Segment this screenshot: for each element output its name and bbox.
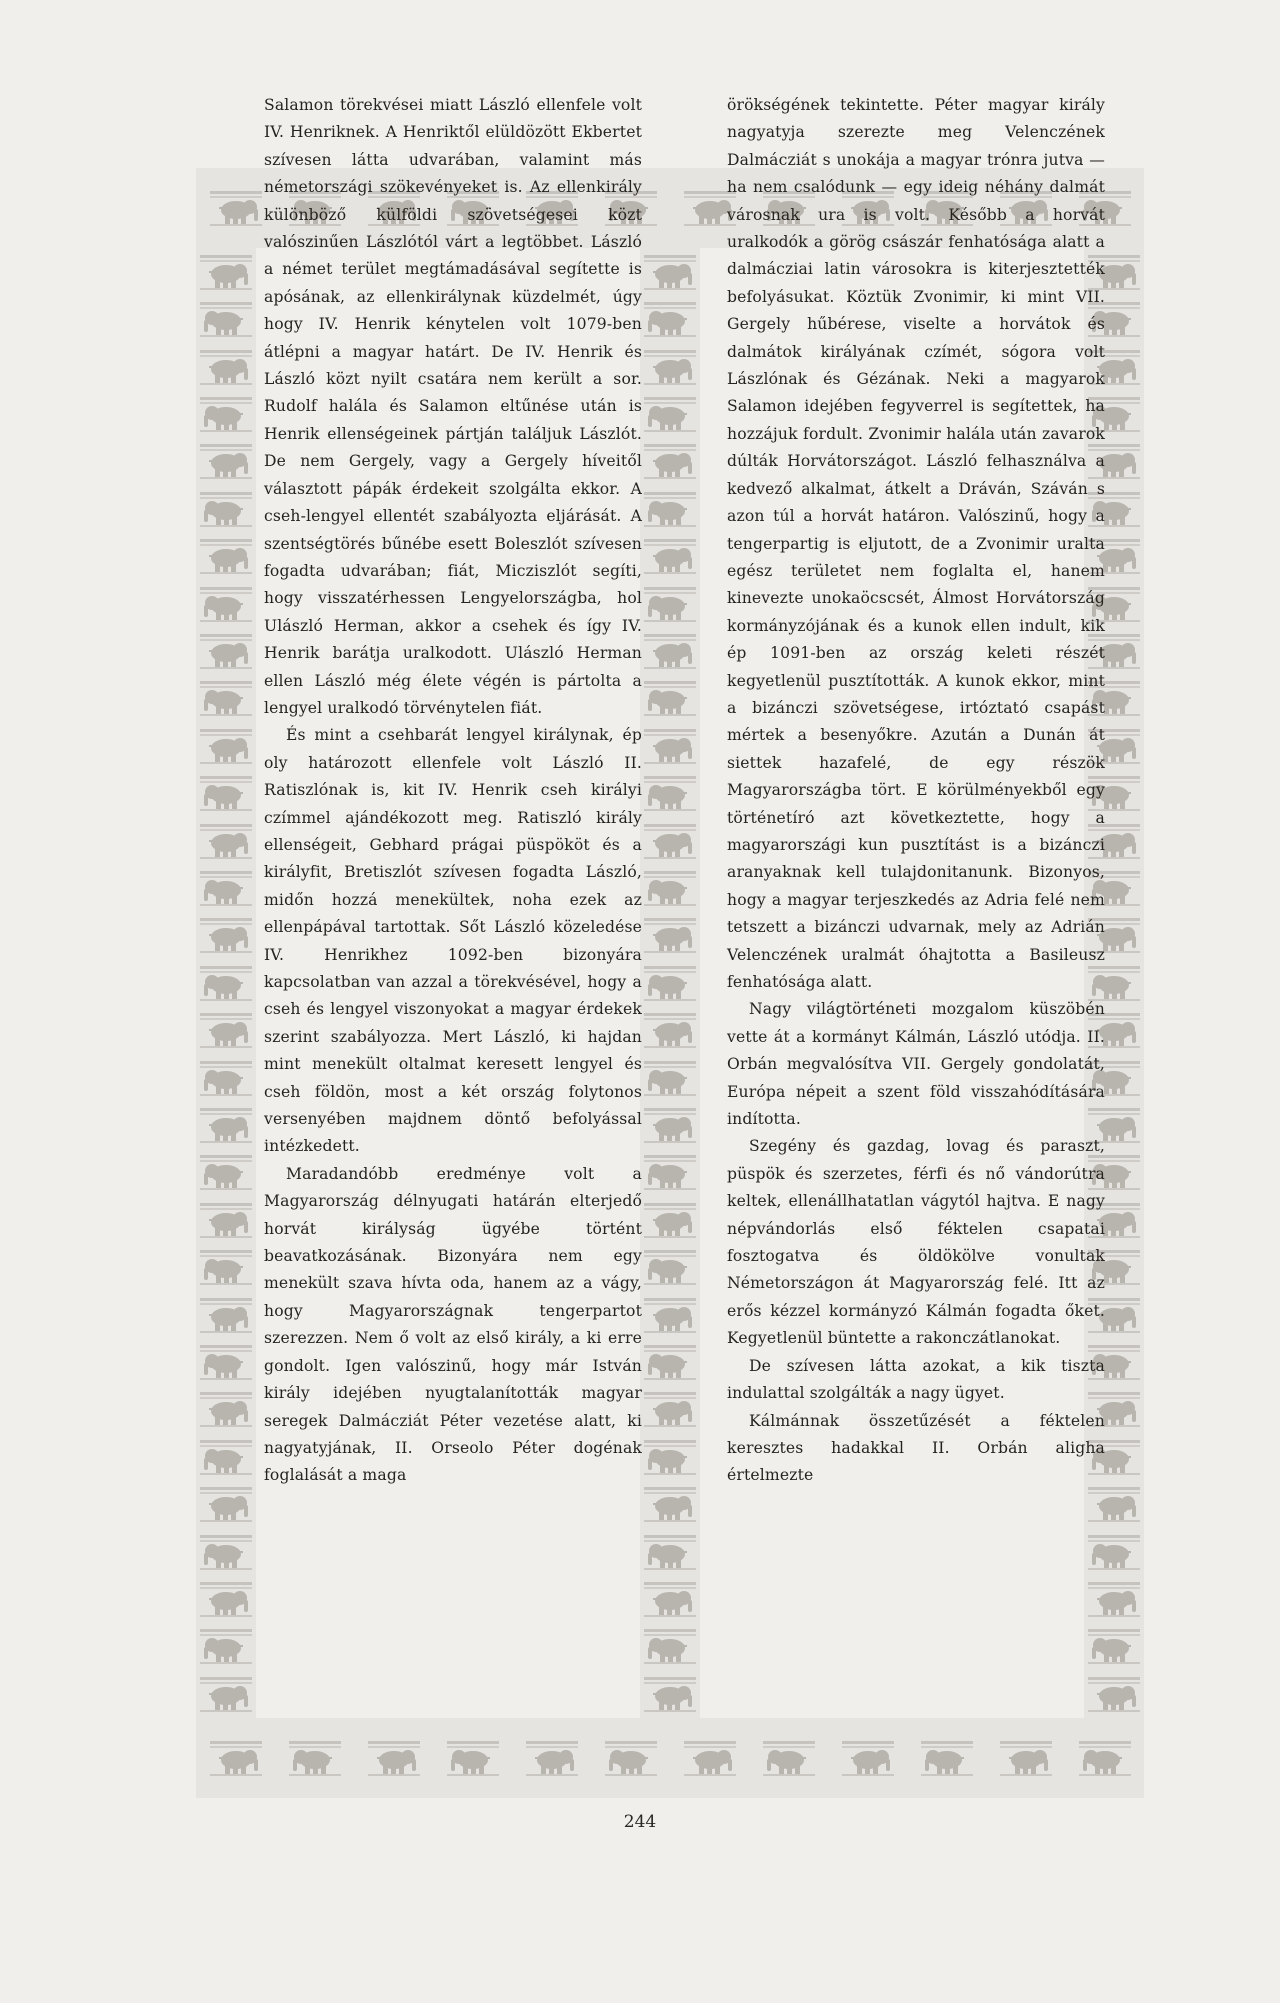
elephant-ornament-icon: [198, 442, 254, 480]
paragraph: Kálmánnak összetűzését a féktelen keresztes hadakkal II. Orbán aligha értelmezte: [727, 1411, 1105, 1485]
paragraph: örökségének tekintette. Péter magyar király nagyatyja szerezte meg Velenczének Dalmácziát s unokája a magyar trónra jutva — ha nem csalódunk — egy ideig néhány dalmát városnak ura is volt. Később a horvát uralkodók a görög császár fenhatósága alatt a dalmácziai latin városokra is kiterjesztették befolyásukat. Köztük Zvonimir, ki mint VII. Gergely hűbérese, viselte a horvátok és dalmátok királyának czímét, sógora volt Lászlónak és Gézának. Neki a magyarok Salamon idejében fegyverrel is segítettek, ha hozzájuk fordult. Zvonimir halála után zavarok dúlták Horvátországot. László felhasználva a kedvező alkalmat, átkelt a Dráván, Száván s azon túl a horvát határon. Valószinű, hogy a tengerpartig is eljutott, de a Zvonimir uralta egész területet nem foglalta el, hanem kinevezte unokaöcscsét, Álmost Horvátország kormányzójának és a kunok ellen indult, kik ép 1091-ben az ország keleti részét kegyetlenül pusztították. A kunok ekkor, mint a bizánczi szövetségese, irtóztató csapást mértek a besenyőkre. Azután a Dunán át siettek hazafelé, de egy részök Magyarországba tört. E körülményekből egy történetíró azt következtette, hogy a magyarországi kun pusztítást is a bizánczi aranyaknak kell tulajdonitanunk. Bizonyos, hogy a magyar terjeszkedés az Adria felé nem tetszett a bizánczi udvarnak, mely az Adrián Velenczének uralmát óhajtotta a Basileusz fenhatósága alatt.: [727, 96, 1105, 991]
paragraph: És mint a csehbarát lengyel királynak, ép oly határozott ellenfele volt László II. Ratiszlónak is, kit IV. Henrik cseh királyi czímmel ajándékozott meg. Ratiszló király ellenségeit, Gebhard prágai püspököt és a királyfit, Bretiszlót szívesen fogadta László, midőn hozzá menekültek, noha ezek az ellenpápával tartottak. Sőt László közeledése IV. Henrikhez 1092-ben bizonyára kapcsolatban van azzal a törekvésével, hogy a cseh és lengyel viszonyokat a magyar érdekek szerint szabályozza. Mert László, ki hajdan mint menekült oltalmat keresett lengyel és cseh földön, most a két ország folytonos versenyében majdnem döntő befolyással intézkedett.: [264, 726, 642, 1156]
paragraph: Szegény és gazdag, lovag és paraszt, püspök és szerzetes, férfi és nő vándorútra keltek, ellenállhatatlan vágytól hajtva. E nagy népvándorlás első féktelen csapatai fosztogatva és öldökölve vonultak Németországon át Magyarország felé. Itt az erős kézzel kormányzó Kálmán fogadta őket. Kegyetlenül büntette a rakonczátlanokat.: [727, 1137, 1105, 1348]
paragraph: Maradandóbb eredménye volt a Magyarország délnyugati határán elterjedő horvát királyság ügyébe történt beavatkozásának. Bizonyára nem egy menekült szava hívta oda, hanem az a vágy, hogy Magyarországnak tengerpartot szerezzen. Nem ő volt az első király, a ki erre gondolt. Igen valószinű, hogy már István király idejében nyugtalanították magyar seregek Dalmácziát Péter vezetése alatt, ki nagyatyjának, II. Orseolo Péter dogénak foglalását a maga: [264, 1164, 642, 1485]
elephant-ornament-icon: [198, 916, 254, 954]
elephant-ornament-icon: [198, 1390, 254, 1428]
elephant-ornament-icon: [1086, 1627, 1142, 1665]
elephant-ornament-icon: [198, 1675, 254, 1713]
elephant-ornament-icon: [642, 1627, 698, 1665]
elephant-ornament-icon: [198, 348, 254, 386]
elephant-ornament-icon: [198, 1106, 254, 1144]
text-column-right: [727, 92, 1105, 1490]
elephant-ornament-icon: [642, 395, 698, 433]
elephant-ornament-icon: [198, 1343, 254, 1381]
elephant-ornament-icon: [682, 1739, 738, 1777]
elephant-ornament-icon: [642, 1438, 698, 1476]
text-column-left: [264, 92, 642, 1490]
elephant-ornament-icon: [642, 727, 698, 765]
elephant-ornament-icon: [198, 395, 254, 433]
elephant-ornament-icon: [642, 1580, 698, 1618]
elephant-ornament-icon: [642, 1343, 698, 1381]
elephant-ornament-icon: [761, 1739, 817, 1777]
paragraph: Salamon törekvései miatt László ellenfele volt IV. Henriknek. A Henriktől elüldözött Ekbertet szívesen látta udvarában, valamint más németországi szökevényeket is. Az ellenkirály különböző külföldi szövetségesei közt valószinűen Lászlótól várt a legtöbbet. László a német terület megtámadásával segítette is apósának, az ellenkirálynak küzdelmét, úgy hogy IV. Henrik kénytelen volt 1079-ben átlépni a magyar határt. De IV. Henrik és László közt nyilt csatára nem került a sor. Rudolf halála és Salamon eltűnése után is Henrik ellenségeinek pártján találjuk Lászlót. De nem Gergely, vagy a Gergely híveitől választott pápák érdekeit szolgálta ekkor. A cseh-lengyel ellentét szabályozta eljárását. A szentségtörés bűnébe esett Boleszlót szívesen fogadta udvarában; fiát, Micziszlót segíti, hogy visszatérhessen Lengyelországba, hol Ulászló Herman, akkor a csehek és így IV. Henrik barátja uralkodott. Ulászló Herman ellen László még élete végén is pártolta a lengyel uralkodó törvénytelen fiát.: [264, 96, 642, 717]
elephant-ornament-icon: [642, 1201, 698, 1239]
elephant-ornament-icon: [1086, 1675, 1142, 1713]
elephant-ornament-icon: [642, 1533, 698, 1571]
elephant-ornament-icon: [198, 1201, 254, 1239]
elephant-ornament-icon: [198, 727, 254, 765]
elephant-ornament-icon: [642, 1390, 698, 1428]
elephant-ornament-icon: [642, 1296, 698, 1334]
elephant-ornament-icon: [603, 1739, 659, 1777]
elephant-ornament-icon: [198, 1533, 254, 1571]
elephant-ornament-icon: [198, 1438, 254, 1476]
elephant-ornament-icon: [642, 679, 698, 717]
elephant-ornament-icon: [287, 1739, 343, 1777]
elephant-ornament-icon: [366, 1739, 422, 1777]
elephant-ornament-icon: [198, 1627, 254, 1665]
elephant-ornament-icon: [642, 537, 698, 575]
elephant-ornament-icon: [198, 1296, 254, 1334]
elephant-ornament-icon: [208, 189, 264, 227]
elephant-ornament-icon: [198, 822, 254, 860]
elephant-ornament-icon: [642, 585, 698, 623]
elephant-ornament-icon: [642, 916, 698, 954]
elephant-ornament-icon: [642, 822, 698, 860]
page-number: 244: [623, 1812, 657, 1832]
elephant-ornament-icon: [642, 1153, 698, 1191]
elephant-ornament-icon: [198, 1580, 254, 1618]
elephant-ornament-icon: [642, 300, 698, 338]
paragraph: De szívesen látta azokat, a kik tiszta indulattal szolgálták a nagy ügyet.: [727, 1356, 1105, 1403]
border-band-bottom: [196, 1718, 1144, 1798]
elephant-ornament-icon: [198, 964, 254, 1002]
elephant-ornament-icon: [198, 1153, 254, 1191]
elephant-ornament-icon: [642, 964, 698, 1002]
elephant-ornament-icon: [1086, 1485, 1142, 1523]
elephant-ornament-icon: [642, 632, 698, 670]
elephant-ornament-icon: [198, 1011, 254, 1049]
elephant-ornament-icon: [198, 1485, 254, 1523]
elephant-ornament-icon: [1086, 1580, 1142, 1618]
elephant-ornament-icon: [198, 253, 254, 291]
elephant-ornament-icon: [642, 253, 698, 291]
elephant-ornament-icon: [208, 1739, 264, 1777]
elephant-ornament-icon: [642, 1485, 698, 1523]
elephant-ornament-icon: [198, 1059, 254, 1097]
elephant-ornament-icon: [642, 1059, 698, 1097]
elephant-ornament-icon: [198, 300, 254, 338]
elephant-ornament-icon: [642, 869, 698, 907]
elephant-ornament-icon: [198, 632, 254, 670]
paragraph: Nagy világtörténeti mozgalom küszöbén vette át a kormányt Kálmán, László utódja. II. Orbán megvalósítva VII. Gergely gondolatát, Európa népeit a szent föld visszahódítására indította.: [727, 1000, 1105, 1129]
elephant-ornament-icon: [1086, 1533, 1142, 1571]
elephant-ornament-icon: [642, 1011, 698, 1049]
elephant-ornament-icon: [198, 679, 254, 717]
elephant-ornament-icon: [642, 490, 698, 528]
elephant-ornament-icon: [642, 348, 698, 386]
elephant-ornament-icon: [198, 869, 254, 907]
elephant-ornament-icon: [919, 1739, 975, 1777]
border-strip-left: [196, 248, 256, 1718]
elephant-ornament-icon: [198, 537, 254, 575]
elephant-ornament-icon: [840, 1739, 896, 1777]
elephant-ornament-icon: [642, 774, 698, 812]
elephant-ornament-icon: [198, 585, 254, 623]
elephant-ornament-icon: [642, 1248, 698, 1286]
elephant-ornament-icon: [642, 442, 698, 480]
elephant-ornament-icon: [1077, 1739, 1133, 1777]
elephant-ornament-icon: [642, 1106, 698, 1144]
border-strip-middle: [640, 248, 700, 1718]
elephant-ornament-icon: [198, 490, 254, 528]
elephant-ornament-icon: [198, 1248, 254, 1286]
elephant-ornament-icon: [998, 1739, 1054, 1777]
elephant-ornament-icon: [198, 774, 254, 812]
elephant-ornament-icon: [524, 1739, 580, 1777]
elephant-ornament-icon: [642, 1675, 698, 1713]
elephant-ornament-icon: [445, 1739, 501, 1777]
